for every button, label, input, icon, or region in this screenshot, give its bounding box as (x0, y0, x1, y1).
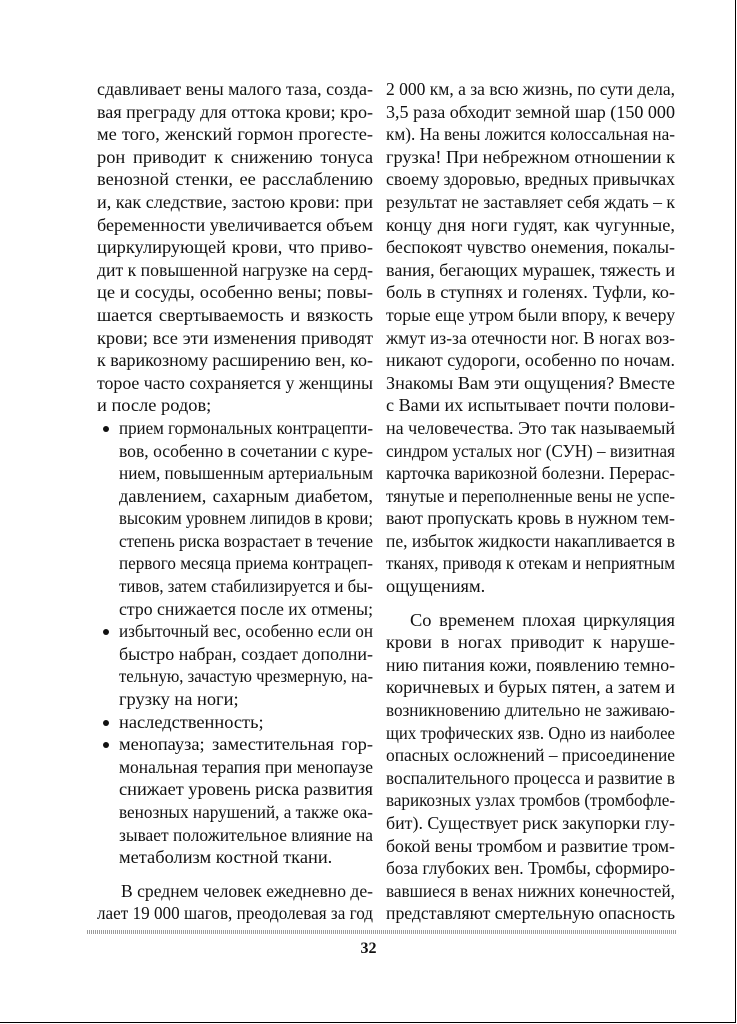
text-line-content: результат не заставляет себя ждать – к (386, 191, 676, 212)
text-line-content: крови; все эти изменения приводят (97, 327, 373, 348)
text-line-content: це и сосуды, особенно вены; повы- (97, 282, 373, 303)
text-line-content: избыточный вес, особенно если он (119, 621, 374, 642)
text-line (386, 812, 675, 835)
text-line-content: наследственность; (119, 711, 264, 732)
text-line (97, 688, 373, 711)
text-line-content: грузку на ноги; (119, 689, 239, 710)
text-line-content: никают судороги, особенно по ночам. (386, 350, 675, 371)
text-line-content: венозных нарушений, а также ока- (119, 802, 374, 822)
text-line-content: боза глубоких вен. Тромбы, сформиро- (386, 858, 675, 879)
bullet-icon (103, 629, 109, 635)
text-line (386, 214, 675, 237)
bullet-item-weight (97, 620, 373, 710)
paragraph-steps (97, 880, 373, 925)
text-line (97, 417, 373, 440)
text-line (386, 101, 675, 124)
text-line (386, 880, 675, 903)
text-line (97, 281, 373, 304)
text-line-content: сдавливает вены малого таза, созда- (97, 79, 374, 99)
text-line (386, 676, 675, 699)
text-line (97, 801, 373, 824)
text-line-content: первого месяца приема контрацеп- (119, 553, 374, 574)
bullet-item-contraceptives (97, 417, 373, 620)
text-line-content: пе, избыток жидкости накапливается в (386, 530, 675, 551)
text-line (97, 372, 373, 395)
text-line (386, 575, 675, 598)
paragraph-pregnancy (97, 78, 373, 417)
text-line-content: ме того, женский гормон прогесте- (97, 124, 373, 145)
text-line-content: вов, особенно в сочетании с куре- (119, 440, 374, 461)
text-line (97, 620, 373, 643)
text-line-content: лает 19 000 шагов, преодолевая за год (97, 903, 374, 924)
bullet-item-heredity (97, 711, 373, 734)
text-line-content: мональная терапия при менопаузе (119, 756, 374, 777)
text-line (97, 168, 373, 191)
text-line (386, 485, 675, 508)
page-number: 32 (360, 940, 377, 957)
bullet-icon (103, 426, 109, 432)
text-line (97, 485, 373, 508)
text-line-content: нию питания кожи, появлению темно- (386, 654, 676, 675)
text-line (386, 304, 675, 327)
text-line (97, 123, 373, 146)
text-line (386, 146, 675, 169)
text-line-content: нием, повышенным артериальным (119, 463, 374, 484)
text-line-content: рон приводит к снижению тонуса (97, 146, 374, 167)
text-line-content: боль в ступнях и голенях. Туфли, ко- (386, 282, 676, 303)
text-line-content: вания, бегающих мурашек, тяжесть и (386, 259, 676, 280)
text-line-content: торые еще утром были впору, к вечеру (386, 304, 675, 325)
text-line (386, 654, 675, 677)
text-line-content: вавшиеся в венах нижних конечностей, (386, 880, 675, 901)
bullet-item-menopause (97, 733, 373, 869)
text-line (97, 575, 373, 598)
text-line (386, 699, 675, 722)
text-line-content: беспокоят чувство онемения, покалы- (386, 237, 675, 258)
paragraph-gap (386, 598, 675, 609)
text-line (386, 281, 675, 304)
text-line-content: варикозных узлах тромбов (тромбофле- (386, 790, 676, 811)
text-line-content: опасных осложнений – присоединение (386, 745, 676, 766)
right-column (386, 78, 675, 925)
text-line-content: степень риска возрастает в течение (119, 530, 374, 551)
paragraph-circulation (386, 609, 675, 925)
paragraph-gap (97, 869, 373, 880)
text-line-content: тянутые и переполненные вены не успе- (386, 485, 676, 506)
text-line-content: Со временем плохая циркуляция (410, 609, 675, 630)
text-line-content: карточка варикозной болезни. Перерас- (386, 463, 676, 484)
text-line-content: Знакомы Вам эти ощущения? Вместе (386, 372, 675, 393)
text-line-content: торое часто сохраняется у женщины (97, 372, 374, 393)
text-line (97, 78, 373, 101)
text-line-content: тивов, затем стабилизируется и бы- (119, 576, 374, 597)
text-line (97, 530, 373, 553)
text-line-content: км). На вены ложится колоссальная на- (386, 124, 676, 145)
text-line (386, 507, 675, 530)
text-line (97, 304, 373, 327)
text-line (386, 722, 675, 745)
text-line-content: дит к повышенной нагрузке на серд- (97, 259, 374, 280)
text-line-content: тканях, приводя к отекам и неприятным (386, 553, 675, 574)
text-line (97, 598, 373, 621)
text-line-content: грузка! При небрежном отношении к (386, 146, 675, 167)
text-line (386, 78, 675, 101)
text-line-content: своему здоровью, вредных привычках (386, 169, 676, 190)
text-line (97, 394, 373, 417)
text-line-content: метаболизм костной ткани. (119, 847, 333, 868)
text-line-content: с Вами их испытывает почти полови- (386, 395, 676, 416)
text-line-content: жмут из-за отечности ног. В ногах воз- (386, 327, 675, 348)
text-line (386, 767, 675, 790)
text-line-content: зывает положительное влияние на (119, 824, 373, 845)
text-line (97, 236, 373, 259)
text-line-content: шается свертываемость и вязкость (97, 304, 374, 325)
text-line (386, 123, 675, 146)
text-line (386, 236, 675, 259)
text-line (386, 191, 675, 214)
text-line-content: В среднем человек ежедневно де- (121, 880, 373, 901)
text-line (97, 146, 373, 169)
text-line (97, 349, 373, 372)
text-line-content: снижает уровень риска развития (119, 779, 373, 800)
text-line-content: менопауза; заместительная гор- (119, 734, 373, 755)
text-line (386, 744, 675, 767)
paragraph-leg-load (386, 78, 675, 598)
text-line (97, 711, 373, 734)
text-line-content: бокой вены тромбом и развитие тром- (386, 835, 675, 856)
text-line-content: венозной стенки, ее расслаблению (97, 169, 374, 190)
text-line-content: давлением, сахарным диабетом, (119, 485, 373, 506)
text-line-content: к варикозному расширению вен, ко- (97, 350, 374, 371)
text-line-content: вая преграду для оттока крови; кро- (97, 101, 373, 122)
text-line (386, 327, 675, 350)
text-line-content: синдром усталых ног (СУН) – визитная (386, 440, 676, 461)
text-line-content: представляют смертельную опасность (386, 903, 676, 924)
text-line-content: высоким уровнем липидов в крови; (119, 508, 374, 529)
text-line-content: крови в ногах приводит к наруше- (386, 632, 675, 653)
text-line-content: на человечества. Это так называемый (386, 417, 676, 438)
text-line-content: вают пропускать кровь в нужном тем- (386, 508, 675, 529)
text-line-content: и, как следствие, застою крови: при (97, 191, 373, 212)
text-line (386, 902, 675, 925)
text-line-content: быстро набран, создает дополни- (119, 643, 374, 664)
text-line (386, 417, 675, 440)
text-line-content: 3,5 раза обходит земной шар (150 000 (386, 101, 675, 122)
text-line (97, 214, 373, 237)
text-line (386, 530, 675, 553)
text-line-content: беременности увеличивается объем (97, 214, 373, 235)
bullet-icon (103, 720, 109, 726)
text-line (97, 191, 373, 214)
footer-divider (87, 930, 676, 934)
text-line (386, 372, 675, 395)
text-line (97, 756, 373, 779)
text-line (386, 168, 675, 191)
text-line-content: стро снижается после их отмены; (119, 598, 374, 619)
text-line (386, 552, 675, 575)
text-line (97, 824, 373, 847)
text-line (97, 880, 373, 903)
text-line (97, 440, 373, 463)
bullet-icon (103, 742, 109, 748)
text-line-content: прием гормональных контрацепти- (119, 417, 373, 438)
text-line-content: и после родов; (97, 395, 212, 416)
text-line (386, 462, 675, 485)
text-line (97, 733, 373, 756)
text-line-content: коричневых и бурых пятен, а затем и (386, 677, 675, 698)
text-line-content: ощущениям. (386, 576, 486, 597)
text-line-content: концу дня ноги гудят, как чугунные, (386, 214, 675, 235)
text-line (97, 778, 373, 801)
text-line (97, 101, 373, 124)
text-line (97, 552, 373, 575)
text-line-content: возникновению длительно не заживаю- (386, 700, 676, 721)
text-line (386, 440, 675, 463)
text-line-content: бит). Существует риск закупорки глу- (386, 813, 676, 833)
left-column (97, 78, 373, 925)
text-line (386, 259, 675, 282)
text-line-content: 2 000 км, а за всю жизнь, по сути дела, (386, 79, 675, 99)
text-line (386, 349, 675, 372)
text-line (97, 327, 373, 350)
text-line (386, 394, 675, 417)
text-line (386, 609, 675, 632)
text-line (97, 846, 373, 869)
text-line (97, 665, 373, 688)
text-line-content: тельную, зачастую чрезмерную, на- (119, 666, 374, 687)
text-line (97, 643, 373, 666)
text-line-content: циркулирующей крови, что приво- (97, 237, 373, 258)
text-line (386, 631, 675, 654)
text-line (97, 507, 373, 530)
text-line (97, 902, 373, 925)
text-line (97, 259, 373, 282)
text-line (386, 857, 675, 880)
text-line-content: щих трофических язв. Одно из наиболее (386, 722, 675, 743)
text-line-content: воспалительного процесса и развитие в (386, 767, 676, 788)
text-line (97, 462, 373, 485)
text-line (386, 835, 675, 858)
text-line (386, 789, 675, 812)
